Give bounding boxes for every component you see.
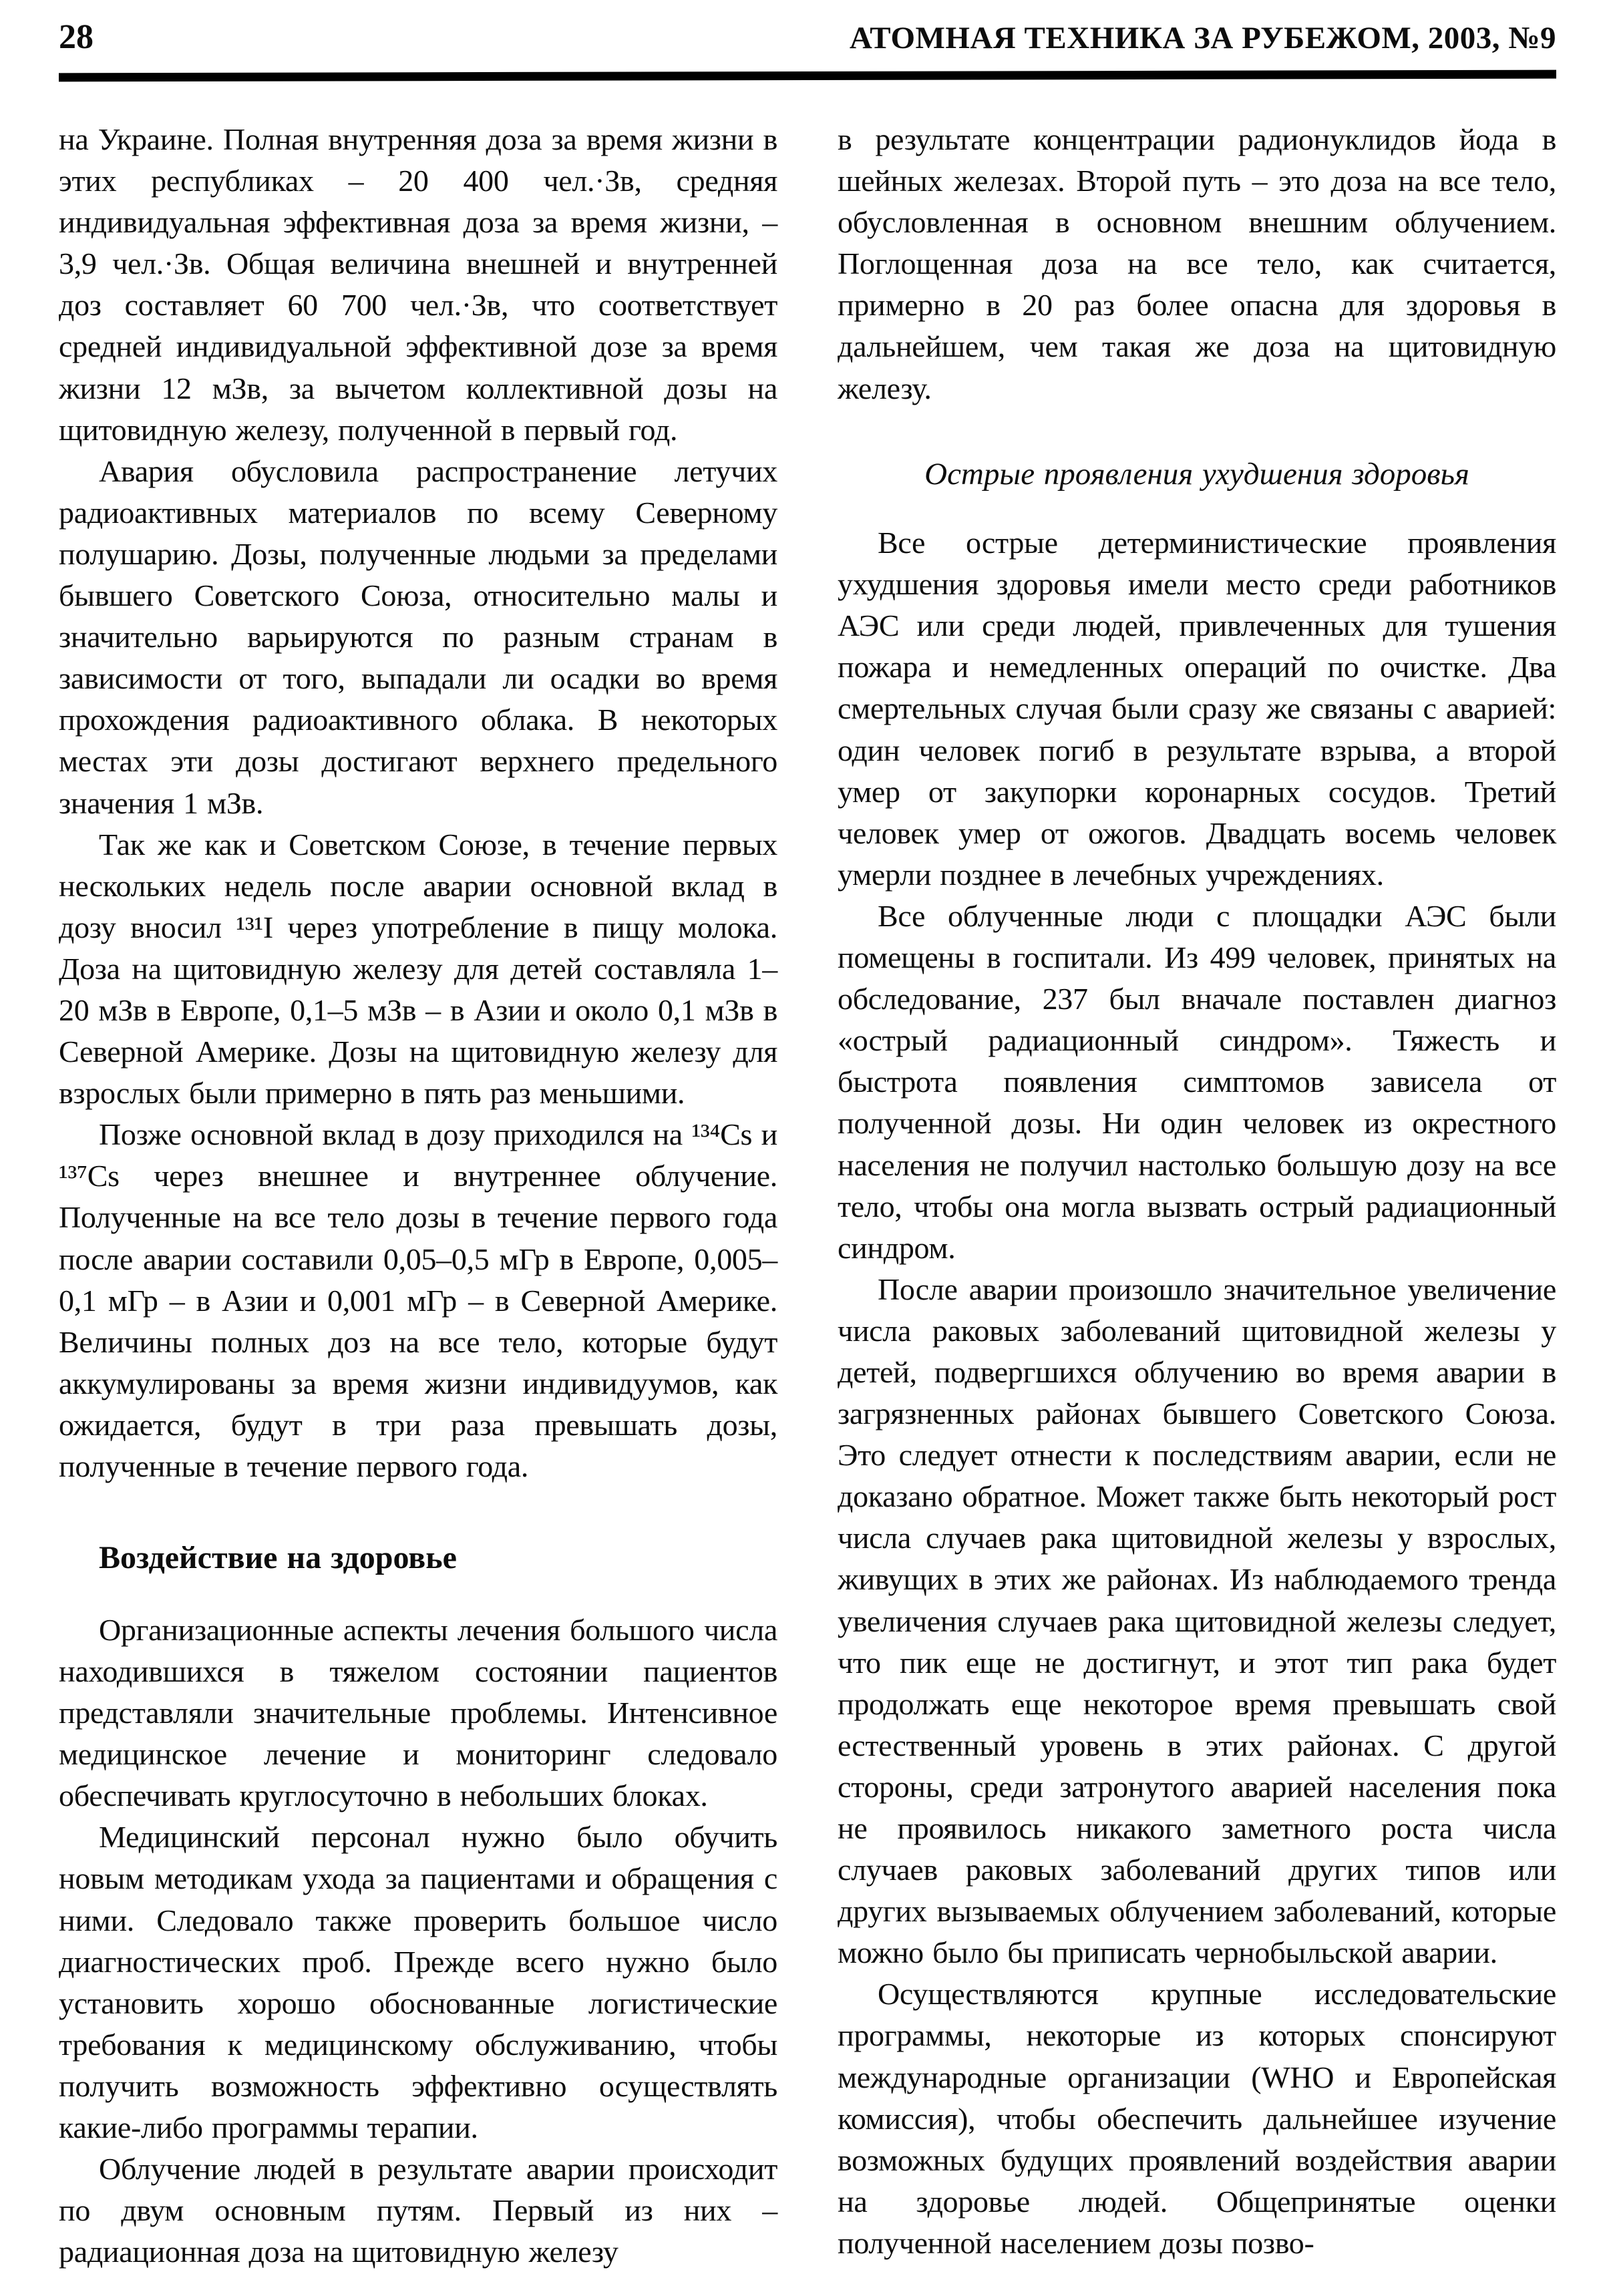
page-number: 28 (59, 18, 94, 56)
paragraph: Организационные аспекты лечения большого числа находившихся в тяжелом состоянии пациентов представляли значительные проблемы. Интенсивное медицинское лечение и мониторинг следовало обеспечивать круглосуточно в небольших блоках. (59, 1612, 777, 1813)
header-rule (59, 70, 1556, 82)
section-heading: Воздействие на здоровье (99, 1540, 457, 1576)
paragraph: Облучение людей в результате аварии происходит по двум основным путям. Первый из них – радиационная доза на щитовидную железу (59, 2152, 777, 2269)
left-column (59, 119, 777, 2273)
journal-title: АТОМНАЯ ТЕХНИКА ЗА РУБЕЖОМ, 2003, №9 (849, 21, 1556, 55)
paragraph: Медицинский персонал нужно было обучить новым методикам ухода за пациентами и обращения с ними. Следовало также проверить большое число диагностических проб. Прежде всего нужно было установить хорошо обоснованные логистические требования к медицинскому обслуживанию, чтобы получить возможность эффективно осуществлять какие-либо программы терапии. (59, 1820, 777, 2145)
paragraph: Авария обусловила распространение летучих радиоактивных материалов по всему Северному полушарию. Дозы, полученные людьми за пределами бывшего Советского Союза, относительно малы и значительно варьируются по разным странам в зависимости от того, выпадали ли осадки во время прохождения радиоактивного облака. В некоторых местах эти дозы достигают верхнего предельного значения 1 мЗв. (59, 453, 777, 820)
paragraph: в результате концентрации радионуклидов йода в шейных железах. Второй путь – это доза на все тело, обусловленная в основном внешним облучением. Поглощенная доза на все тело, как считается, примерно в 20 раз более опасна для здоровья в дальнейшем, чем такая же доза на щитовидную железу. (838, 122, 1556, 405)
paragraph: на Украине. Полная внутренняя доза за время жизни в этих республиках – 20 400 чел.·Зв, средняя индивидуальная эффективная доза за время жизни, – 3,9 чел.·Зв. Общая величина внешней и внутренней доз составляет 60 700 чел.·Зв, что соответствует средней индивидуальной эффективной дозе за время жизни 12 мЗв, за вычетом коллективной дозы на щитовидную железу, полученной в первый год. (59, 122, 777, 447)
subsection-heading: Острые проявления ухудшения здоровья (924, 456, 1469, 492)
paragraph: Так же как и Советском Союзе, в течение первых нескольких недель после аварии основной вклад в дозу вносил ¹³¹I через употребление в пищу молока. Доза на щитовидную железу для детей составляла 1–20 мЗв в Европе, 0,1–5 мЗв – в Азии и около 0,1 мЗв в Северной Америке. Дозы на щитовидную железу для взрослых были примерно в пять раз меньшими. (59, 827, 777, 1111)
paragraph: Позже основной вклад в дозу приходился на ¹³⁴Cs и ¹³⁷Cs через внешнее и внутреннее облучение. Полученные на все тело дозы в течение первого года после аварии составили 0,05–0,5 мГр в Европе, 0,005–0,1 мГр – в Азии и 0,001 мГр – в Северной Америке. Величины полных доз на все тело, которые будут аккумулированы за время жизни индивидуумов, как ожидается, будут в три раза превышать дозы, полученные в течение первого года. (59, 1117, 777, 1483)
article-body (59, 119, 1556, 2273)
paragraph: Все острые детерминистические проявления ухудшения здоровья имели место среди работников АЭС или среди людей, привлеченных для тушения пожара и немедленных операций по очистке. Два смертельных случая были сразу же связаны с аварией: один человек погиб в результате взрыва, а второй умер от закупорки коронарных сосудов. Третий человек умер от ожогов. Двадцать восемь человек умерли позднее в лечебных учреждениях. (838, 526, 1556, 892)
paragraph: После аварии произошло значительное увеличение числа раковых заболеваний щитовидной железы у детей, подвергшихся облучению во время аварии в загрязненных районах бывшего Советского Союза. Это следует отнести к последствиям аварии, если не доказано обратное. Может также быть некоторый рост числа случаев рака щитовидной железы у взрослых, живущих в этих же районах. Из наблюдаемого тренда увеличения случаев рака щитовидной железы следует, что пик еще не достигнут, и этот тип рака будет продолжать еще некоторое время превышать свой естественный уровень в этих районах. С другой стороны, среди затронутого аварией населения пока не проявилось никакого заметного роста числа случаев раковых заболеваний других типов или других вызываемых облучением заболеваний, которые можно было бы приписать чернобыльской аварии. (838, 1272, 1556, 1970)
page-header (59, 17, 1556, 57)
paragraph: Все облученные люди с площадки АЭС были помещены в госпитали. Из 499 человек, принятых на обследование, 237 был вначале поставлен диагноз «острый радиационный синдром». Тяжесть и быстрота появления симптомов зависела от полученной дозы. Ни один человек из окрестного населения не получил настолько большую дозу на все тело, чтобы она могла вызвать острый радиационный синдром. (838, 898, 1556, 1265)
paragraph: Осуществляются крупные исследовательские программы, некоторые из которых спонсируют международные организации (WHO и Европейская комиссия), чтобы обеспечить дальнейшее изучение возможных будущих проявлений воздействия аварии на здоровье людей. Общепринятые оценки полученной населением дозы позво- (838, 1977, 1556, 2260)
right-column (838, 119, 1556, 2273)
